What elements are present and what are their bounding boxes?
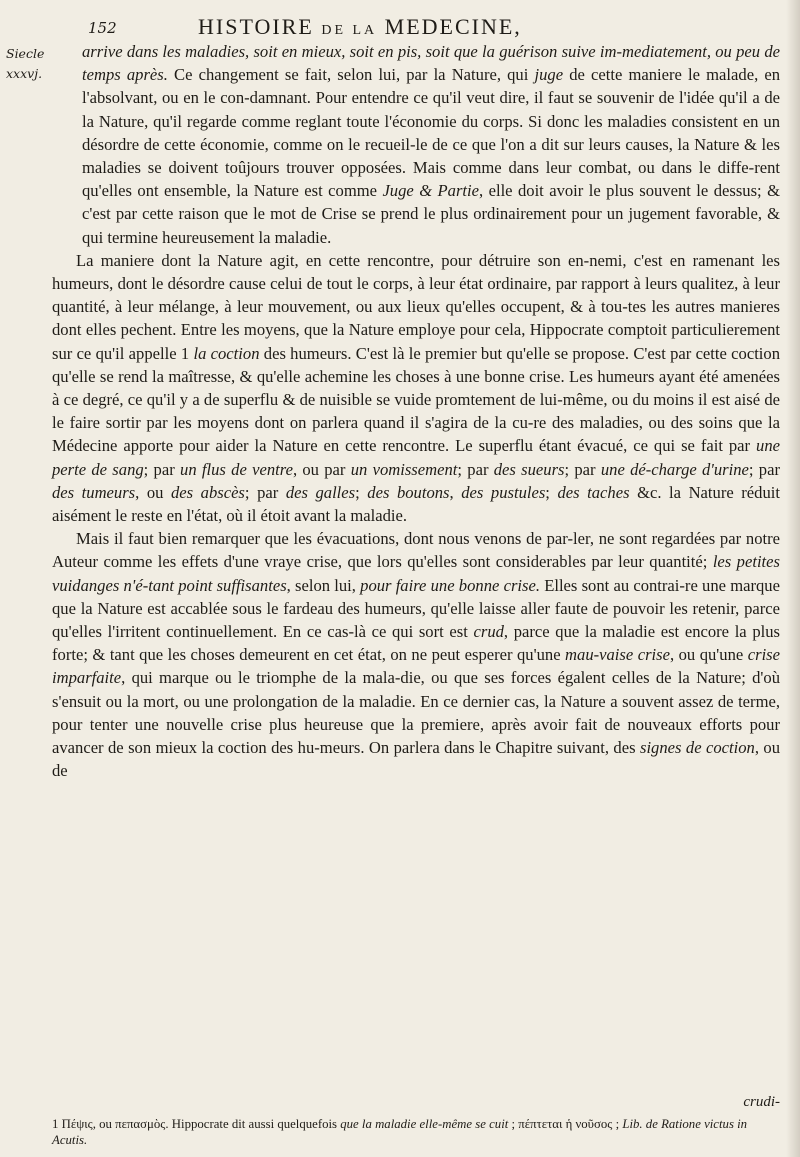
margin-note-line2: xxxvj. [6, 66, 43, 81]
text-run: ; par [748, 459, 780, 479]
emphasized-text: une dé-charge d'urine [600, 459, 749, 479]
emphasized-text: des boutons [367, 482, 450, 502]
text-run: , [449, 482, 462, 502]
footnote-italic-1: que la maladie elle-même se cuit [340, 1117, 509, 1131]
title-histoire: HISTOIRE [198, 14, 314, 39]
page-edge-shadow [786, 0, 800, 1157]
running-title [198, 14, 522, 40]
page-number: 152 [88, 19, 117, 37]
emphasized-text: pour faire une bonne crise. [360, 575, 540, 595]
text-run: ; par [143, 459, 181, 479]
paragraph [52, 249, 780, 527]
footnote-marker: 1 [52, 1117, 59, 1131]
title-medecine: MEDECINE, [384, 14, 522, 39]
catchword: crudi- [743, 1094, 780, 1110]
emphasized-text: les petites vuidanges n'é-tant point suffisantes [52, 552, 780, 595]
text-run: ; par [564, 459, 601, 479]
emphasized-text: des sueurs [493, 459, 565, 479]
footnote-text-2: ; [511, 1117, 519, 1131]
text-run: ; par [244, 482, 286, 502]
emphasized-text: des abscès [170, 482, 245, 502]
emphasized-text: Juge & Partie [382, 181, 480, 201]
text-run: , selon lui, [286, 575, 361, 595]
text-run: , parce que la maladie est encore la plus forte; & tant que les choses demeurent en cet état, on ne peut esperer qu'une [52, 622, 780, 665]
text-run: , qui marque ou le triomphe de la mala-die, ou que ses forces égalent celles de la Nature; d'où s'ensuit ou la mort, ou une prolongation de la maladie. En ce dernier cas, la Nature a souvent assez de terme, pour tenter une nouvelle crise plus heureuse que la premiere, après avoir fait de nouveaux efforts pour avancer de son mieux la coction des hu-meurs. On parlera dans le Chapitre suivant, des [52, 668, 780, 758]
emphasized-text: signes de coction [639, 738, 755, 758]
footnote-text-1: Hippocrate dit aussi quelquefois [171, 1117, 341, 1131]
running-header [88, 12, 788, 40]
emphasized-text: arrive dans les maladies, soit en mieux, soit en pis, soit que la guérison suive im-mediatement, ou peu de temps après. [82, 42, 780, 85]
text-run: de cette maniere le malade, en l'absolvant, ou en le con-damnant. Pour entendre ce qu'il veut dire, il faut se souvenir de l'idée qu'il a de la Nature, qu'il regarde comme reglant toute l'économie du corps. Si donc les maladies consistent en un désordre de cette économie, comme on le recueil-le de ce que l'on a dit sur leurs causes, la Nature & les maladies se doivent toûjours trouver opposées. Mais comme dans leur combat, ou dans le diffe-rent qu'elles ont ensemble, la Nature est comme [82, 65, 781, 201]
footnote-reference: Lib. de Ratione victus in Acutis. [52, 1117, 748, 1147]
emphasized-text: un flus de ventre [180, 459, 293, 479]
emphasized-text: la coction [193, 343, 260, 363]
text-run: , ou qu'une [670, 645, 748, 665]
emphasized-text: mau-vaise crise [565, 645, 670, 665]
footnote-text-3: ; [615, 1117, 623, 1131]
text-run: &c. la Nature réduit aisément le reste en l'état, où il étoit avant la maladie. [52, 482, 780, 526]
emphasized-text: des taches [557, 482, 630, 502]
footnote-greek-phrase: πέπτεται ἡ νοῦσος [518, 1117, 613, 1131]
text-run: , elle doit avoir le plus souvent le dessus; & c'est par cette raison que le mot de Crise se prend le plus ordinairement pour un jugement favorable, & qui termine heureusement la maladie. [82, 181, 780, 247]
footnote-greek-term: Πέψις, ou πεπασμὸς. [61, 1117, 169, 1131]
emphasized-text: une perte de sang [52, 436, 780, 479]
text-run: Ce changement se fait, selon lui, par la Nature, qui [167, 65, 535, 85]
text-run: Mais il faut bien remarquer que les évacuations, dont nous venons de par-ler, ne sont regardées par notre Auteur comme les effets d'une vraye crise, que lors qu'elles sont considerables par leur quantité; [52, 529, 780, 572]
emphasized-text: juge [534, 65, 564, 85]
text-run: ; par [457, 459, 494, 479]
text-run: , ou par [292, 459, 351, 479]
text-run: Elles sont au contrai-re une marque que la Nature est accablée sous le fardeau des humeurs, qu'elle laisse aller faute de pouvoir les retenir, parce qu'elles l'irritent continuellement. En ce cas-là ce qui sort est [52, 575, 780, 642]
emphasized-text: crise imparfaite [52, 645, 781, 688]
paragraph [52, 527, 780, 782]
text-run: , ou de [52, 738, 780, 781]
body-text [52, 40, 780, 783]
title-de-la: DE LA [321, 23, 378, 38]
emphasized-text: un vomissement [350, 459, 458, 479]
margin-note-line1: Siecle [6, 46, 45, 61]
paragraph [52, 40, 780, 249]
text-run: ; [545, 482, 558, 502]
text-run: La maniere dont la Nature agit, en cette rencontre, pour détruire son en-nemi, c'est en ramenant les humeurs, dont le désordre cause celui de tout le corps, à leur état ordinaire, par rapport à leurs qualitez, à leur quantité, à leur mélange, à leur mouvement, ou aux lieux qu'elles occupent, & à tou-tes les autres manieres dont elles pechent. Entre les moyens, que la Nature employe pour cela, Hippocrate comptoit particulierement sur ce qu'il appelle 1 [52, 250, 780, 363]
emphasized-text: des galles [285, 482, 356, 502]
emphasized-text: des pustules [461, 482, 546, 502]
text-run: ; [355, 482, 368, 502]
text-run: , ou [135, 482, 171, 502]
emphasized-text: des tumeurs [52, 482, 136, 502]
emphasized-text: crud [473, 622, 504, 642]
text-run: des humeurs. C'est là le premier but qu'elle se propose. C'est par cette coction qu'elle se rend la maîtresse, & qu'elle achemine les choses à une bonne crise. Les humeurs ayant été amenées à ce degré, ce qu'il y a de superflu & de nuisible se vuide promtement de lui-même, ou du moins il est aisé de le faire sortir par les moyens dont on parlera quand il s'agira de la cu-re des maladies, ou des soins que la Médecine apporte pour aider la Nature en cette rencontre. Le superflu étant évacué, ce qui se fait par [52, 343, 781, 456]
footnote [52, 1116, 782, 1148]
